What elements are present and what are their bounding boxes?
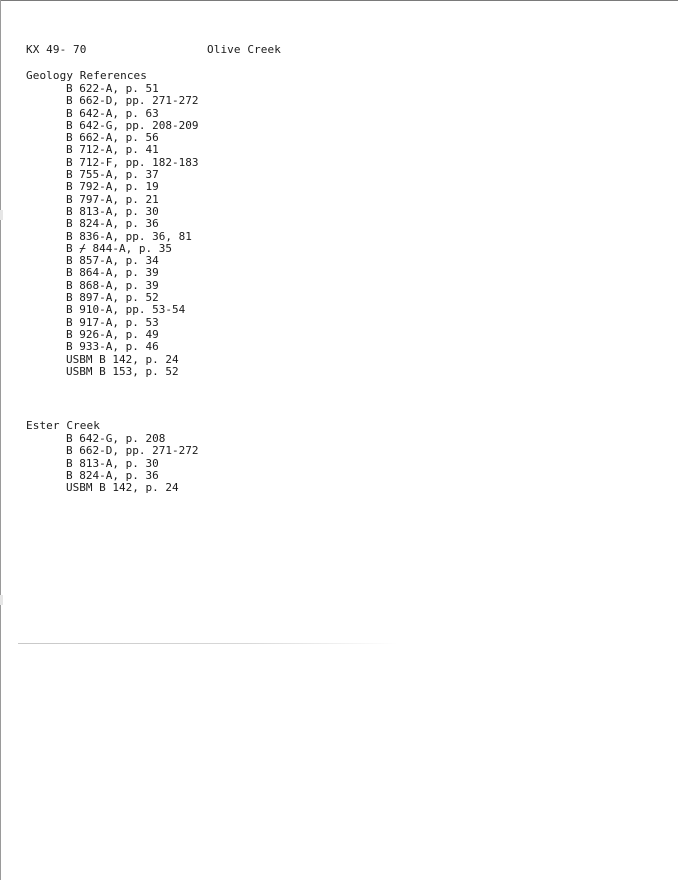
reference-item: USBM B 142, p. 24 xyxy=(66,352,179,366)
reference-item: B 755-A, p. 37 xyxy=(66,168,159,182)
document-id: KX 49- 70 xyxy=(26,43,87,56)
reference-item: B 917-A, p. 53 xyxy=(66,315,159,329)
reference-item: B 642-A, p. 63 xyxy=(66,106,159,120)
reference-item: B 662-A, p. 56 xyxy=(66,131,159,145)
reference-item: B 910-A, pp. 53-54 xyxy=(66,303,186,317)
reference-item: B 868-A, p. 39 xyxy=(66,278,159,292)
reference-item: B 622-A, p. 51 xyxy=(66,82,159,95)
reference-item: B 824-A, p. 36 xyxy=(66,468,159,482)
geology-references-list xyxy=(66,83,198,378)
page-fold-line xyxy=(18,643,398,644)
reference-item: B 712-F, pp. 182-183 xyxy=(66,155,199,169)
reference-item: B 662-D, pp. 271-272 xyxy=(66,444,199,458)
reference-item: B 933-A, p. 46 xyxy=(66,340,159,354)
geology-references-heading: Geology References xyxy=(26,69,148,82)
ester-creek-list xyxy=(66,433,198,494)
reference-item: B ⌿ 844-A, p. 35 xyxy=(66,241,172,255)
reference-item: B 792-A, p. 19 xyxy=(66,180,159,194)
reference-item: B 797-A, p. 21 xyxy=(66,192,159,206)
reference-item: B 712-A, p. 41 xyxy=(66,143,159,157)
page-top-edge xyxy=(0,0,678,1)
ester-creek-heading: Ester Creek xyxy=(26,419,100,432)
reference-item: USBM B 153, p. 52 xyxy=(66,364,179,378)
reference-item: B 642-G, p. 208 xyxy=(66,432,166,445)
reference-item: B 813-A, p. 30 xyxy=(66,204,159,218)
reference-item: B 824-A, p. 36 xyxy=(66,217,159,231)
reference-item: B 813-A, p. 30 xyxy=(66,456,159,470)
reference-item: B 926-A, p. 49 xyxy=(66,327,159,341)
page-left-edge xyxy=(0,0,1,880)
location-title: Olive Creek xyxy=(207,43,281,56)
reference-item: B 857-A, p. 34 xyxy=(66,254,159,268)
reference-item: B 642-G, pp. 208-209 xyxy=(66,118,199,132)
reference-item: B 662-D, pp. 271-272 xyxy=(66,94,199,108)
reference-item: B 836-A, pp. 36, 81 xyxy=(66,229,192,243)
reference-item: B 897-A, p. 52 xyxy=(66,291,159,305)
punch-mark xyxy=(0,210,3,220)
reference-item: B 864-A, p. 39 xyxy=(66,266,159,280)
punch-mark xyxy=(0,595,3,605)
reference-item: USBM B 142, p. 24 xyxy=(66,481,179,495)
